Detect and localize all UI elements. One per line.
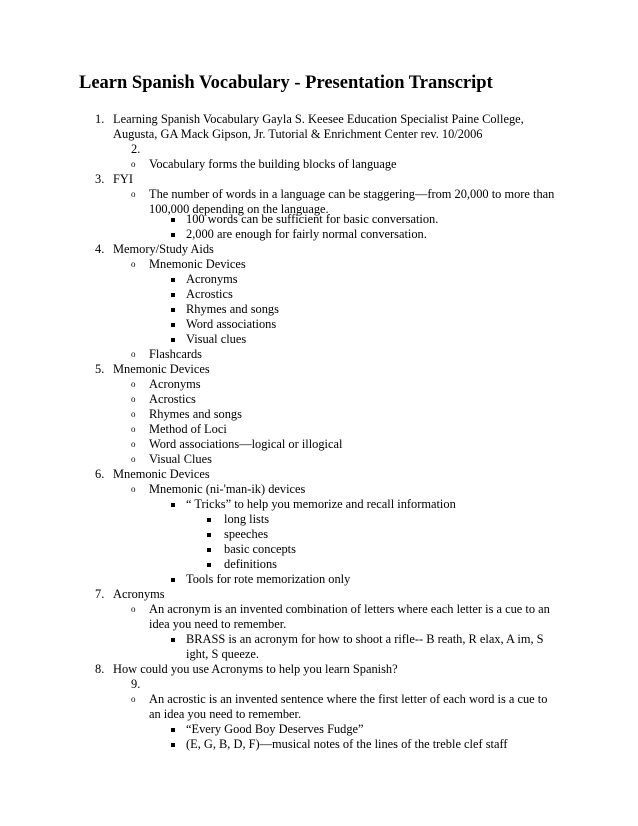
item-6-detail-3: basic concepts (224, 542, 296, 556)
circle-bullet-icon: o (131, 349, 136, 359)
item-9-sub-1-line2: an idea you need to remember. (149, 707, 302, 721)
square-bullet-icon (171, 578, 175, 582)
item-number: 9. (131, 677, 141, 691)
square-bullet-icon (171, 323, 175, 327)
circle-bullet-icon: o (131, 454, 136, 464)
item-7-bullet-1-line2: ight, S queeze. (186, 647, 259, 661)
circle-bullet-icon: o (131, 394, 136, 404)
square-bullet-icon (171, 638, 175, 642)
square-bullet-icon (171, 308, 175, 312)
item-number: 4. (95, 242, 105, 256)
item-6-text: Mnemonic Devices (113, 467, 210, 481)
square-bullet-icon (171, 218, 175, 222)
item-7-sub-1-line1: An acronym is an invented combination of letters where each letter is a cue to an (149, 602, 550, 616)
square-bullet-icon (207, 533, 211, 537)
circle-bullet-icon: o (131, 694, 136, 704)
item-9-sub-1-line1: An acrostic is an invented sentence where the first letter of each word is a cue to (149, 692, 548, 706)
circle-bullet-icon: o (131, 424, 136, 434)
item-6-bullet-1: “ Tricks” to help you memorize and recall information (186, 497, 456, 511)
item-4-sub-2: Flashcards (149, 347, 202, 361)
item-2-sub-1: Vocabulary forms the building blocks of language (149, 157, 397, 171)
item-4-sub-1: Mnemonic Devices (149, 257, 246, 271)
circle-bullet-icon: o (131, 409, 136, 419)
square-bullet-icon (207, 548, 211, 552)
circle-bullet-icon: o (131, 379, 136, 389)
item-5-sub-4: Method of Loci (149, 422, 227, 436)
item-1-text-line2: Augusta, GA Mack Gipson, Jr. Tutorial & Enrichment Center rev. 10/2006 (113, 127, 483, 141)
item-4-bullet-4: Word associations (186, 317, 277, 331)
circle-bullet-icon: o (131, 604, 136, 614)
item-number: 6. (95, 467, 105, 481)
item-5-text: Mnemonic Devices (113, 362, 210, 376)
item-3-sub-1-line2: 100,000 depending on the language. (149, 202, 329, 216)
item-6-sub-1: Mnemonic (ni-'man-ik) devices (149, 482, 306, 496)
item-5-sub-5: Word associations—logical or illogical (149, 437, 343, 451)
item-3-bullet-2: 2,000 are enough for fairly normal conversation. (186, 227, 427, 241)
item-3-sub-1-line1: The number of words in a language can be staggering—from 20,000 to more than (149, 187, 555, 201)
square-bullet-icon (171, 338, 175, 342)
square-bullet-icon (171, 503, 175, 507)
square-bullet-icon (171, 728, 175, 732)
item-number: 1. (95, 112, 105, 126)
item-5-sub-6: Visual Clues (149, 452, 212, 466)
square-bullet-icon (207, 518, 211, 522)
item-7-bullet-1-line1: BRASS is an acronym for how to shoot a rifle-- B reath, R elax, A im, S (186, 632, 544, 646)
item-4-bullet-1: Acronyms (186, 272, 238, 286)
item-6-detail-4: definitions (224, 557, 277, 571)
circle-bullet-icon: o (131, 439, 136, 449)
item-7-text: Acronyms (113, 587, 165, 601)
item-number: 5. (95, 362, 105, 376)
page-title: Learn Spanish Vocabulary - Presentation Transcript (79, 73, 493, 93)
item-6-detail-2: speeches (224, 527, 269, 541)
item-7-sub-1-line2: idea you need to remember. (149, 617, 287, 631)
item-3-text: FYI (113, 172, 133, 186)
item-5-sub-1: Acronyms (149, 377, 201, 391)
circle-bullet-icon: o (131, 484, 136, 494)
item-number: 3. (95, 172, 105, 186)
item-6-bullet-2: Tools for rote memorization only (186, 572, 351, 586)
item-number: 8. (95, 662, 105, 676)
item-4-bullet-5: Visual clues (186, 332, 247, 346)
item-8-text: How could you use Acronyms to help you learn Spanish? (113, 662, 398, 676)
circle-bullet-icon: o (131, 159, 136, 169)
circle-bullet-icon: o (131, 189, 136, 199)
item-number: 7. (95, 587, 105, 601)
item-5-sub-3: Rhymes and songs (149, 407, 242, 421)
square-bullet-icon (171, 278, 175, 282)
square-bullet-icon (171, 743, 175, 747)
square-bullet-icon (171, 233, 175, 237)
item-6-detail-1: long lists (224, 512, 270, 526)
item-4-bullet-3: Rhymes and songs (186, 302, 279, 316)
item-9-bullet-2: (E, G, B, D, F)—musical notes of the lines of the treble clef staff (186, 737, 508, 751)
item-4-text: Memory/Study Aids (113, 242, 214, 256)
item-number: 2. (131, 142, 141, 156)
item-1-text-line1: Learning Spanish Vocabulary Gayla S. Keesee Education Specialist Paine College, (113, 112, 524, 126)
square-bullet-icon (171, 293, 175, 297)
circle-bullet-icon: o (131, 259, 136, 269)
item-4-bullet-2: Acrostics (186, 287, 233, 301)
item-5-sub-2: Acrostics (149, 392, 196, 406)
square-bullet-icon (207, 563, 211, 567)
item-3-bullet-1: 100 words can be sufficient for basic conversation. (186, 212, 439, 226)
item-9-bullet-1: “Every Good Boy Deserves Fudge” (186, 722, 364, 736)
